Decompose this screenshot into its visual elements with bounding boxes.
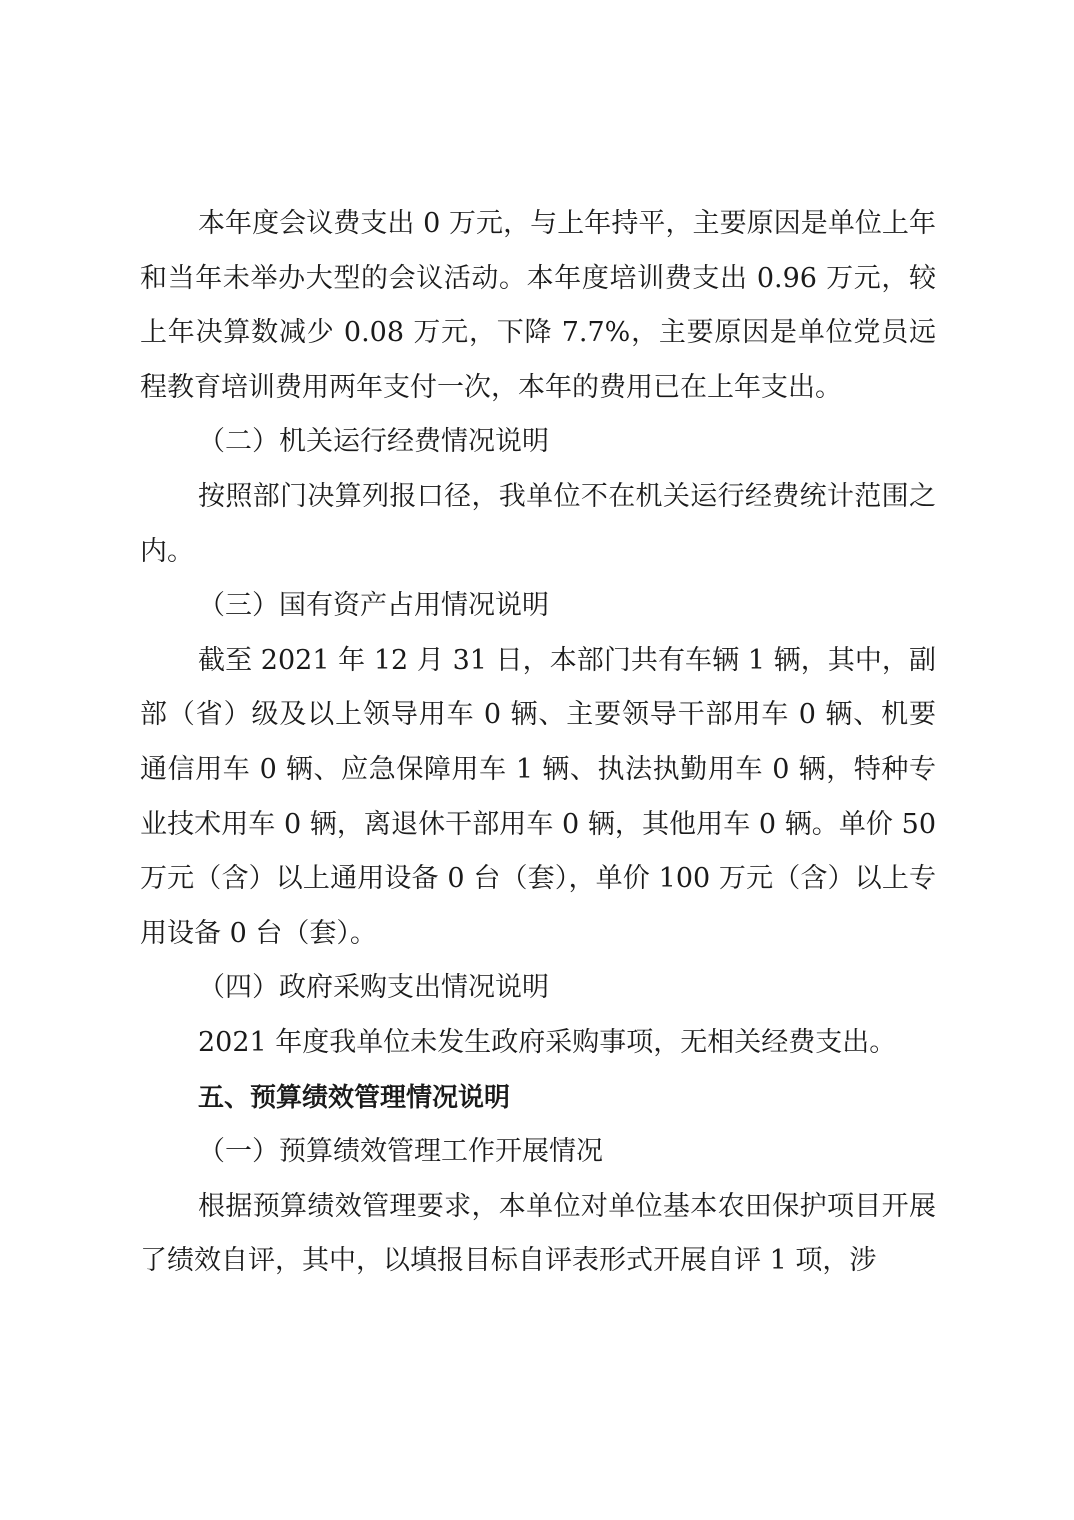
paragraph-performance-work: 根据预算绩效管理要求，本单位对单位基本农田保护项目开展了绩效自评，其中，以填报目标自评表形式开展自评 1 项，涉 <box>140 1190 936 1277</box>
paragraph-government-procurement: 2021 年度我单位未发生政府采购事项，无相关经费支出。 <box>198 1026 897 1058</box>
paragraph-state-assets: 截至 2021 年 12 月 31 日，本部门共有车辆 1 辆，其中，副部（省）级及以上领导用车 0 辆、主要领导干部用车 0 辆、机要通信用车 0 辆、应急保障用车 1 辆、执法执勤用车 0 辆，特种专业技术用车 0 辆，离退休干部用车 0 辆，其他用车 0 辆。单价 50 万元（含）以上通用设备 0 台（套），单价 100 万元（含）以上专用设备 0 台（套）。 <box>140 644 936 949</box>
subheading-performance-work: （一）预算绩效管理工作开展情况 <box>198 1136 603 1168</box>
document-body <box>140 197 936 1289</box>
paragraph-conference-training-fees: 本年度会议费支出 0 万元，与上年持平，主要原因是单位上年和当年未举办大型的会议活动。本年度培训费支出 0.96 万元，较上年决算数减少 0.08 万元，下降 7.7%，主要原因是单位党员远程教育培训费用两年支付一次，本年的费用已在上年支出。 <box>140 208 936 403</box>
subheading-operating-funds: （二）机关运行经费情况说明 <box>198 426 549 458</box>
subheading-state-assets: （三）国有资产占用情况说明 <box>198 590 549 622</box>
paragraph-operating-funds: 按照部门决算列报口径，我单位不在机关运行经费统计范围之内。 <box>140 480 936 567</box>
section-heading-performance-management: 五、预算绩效管理情况说明 <box>198 1082 511 1113</box>
subheading-government-procurement: （四）政府采购支出情况说明 <box>198 972 549 1004</box>
